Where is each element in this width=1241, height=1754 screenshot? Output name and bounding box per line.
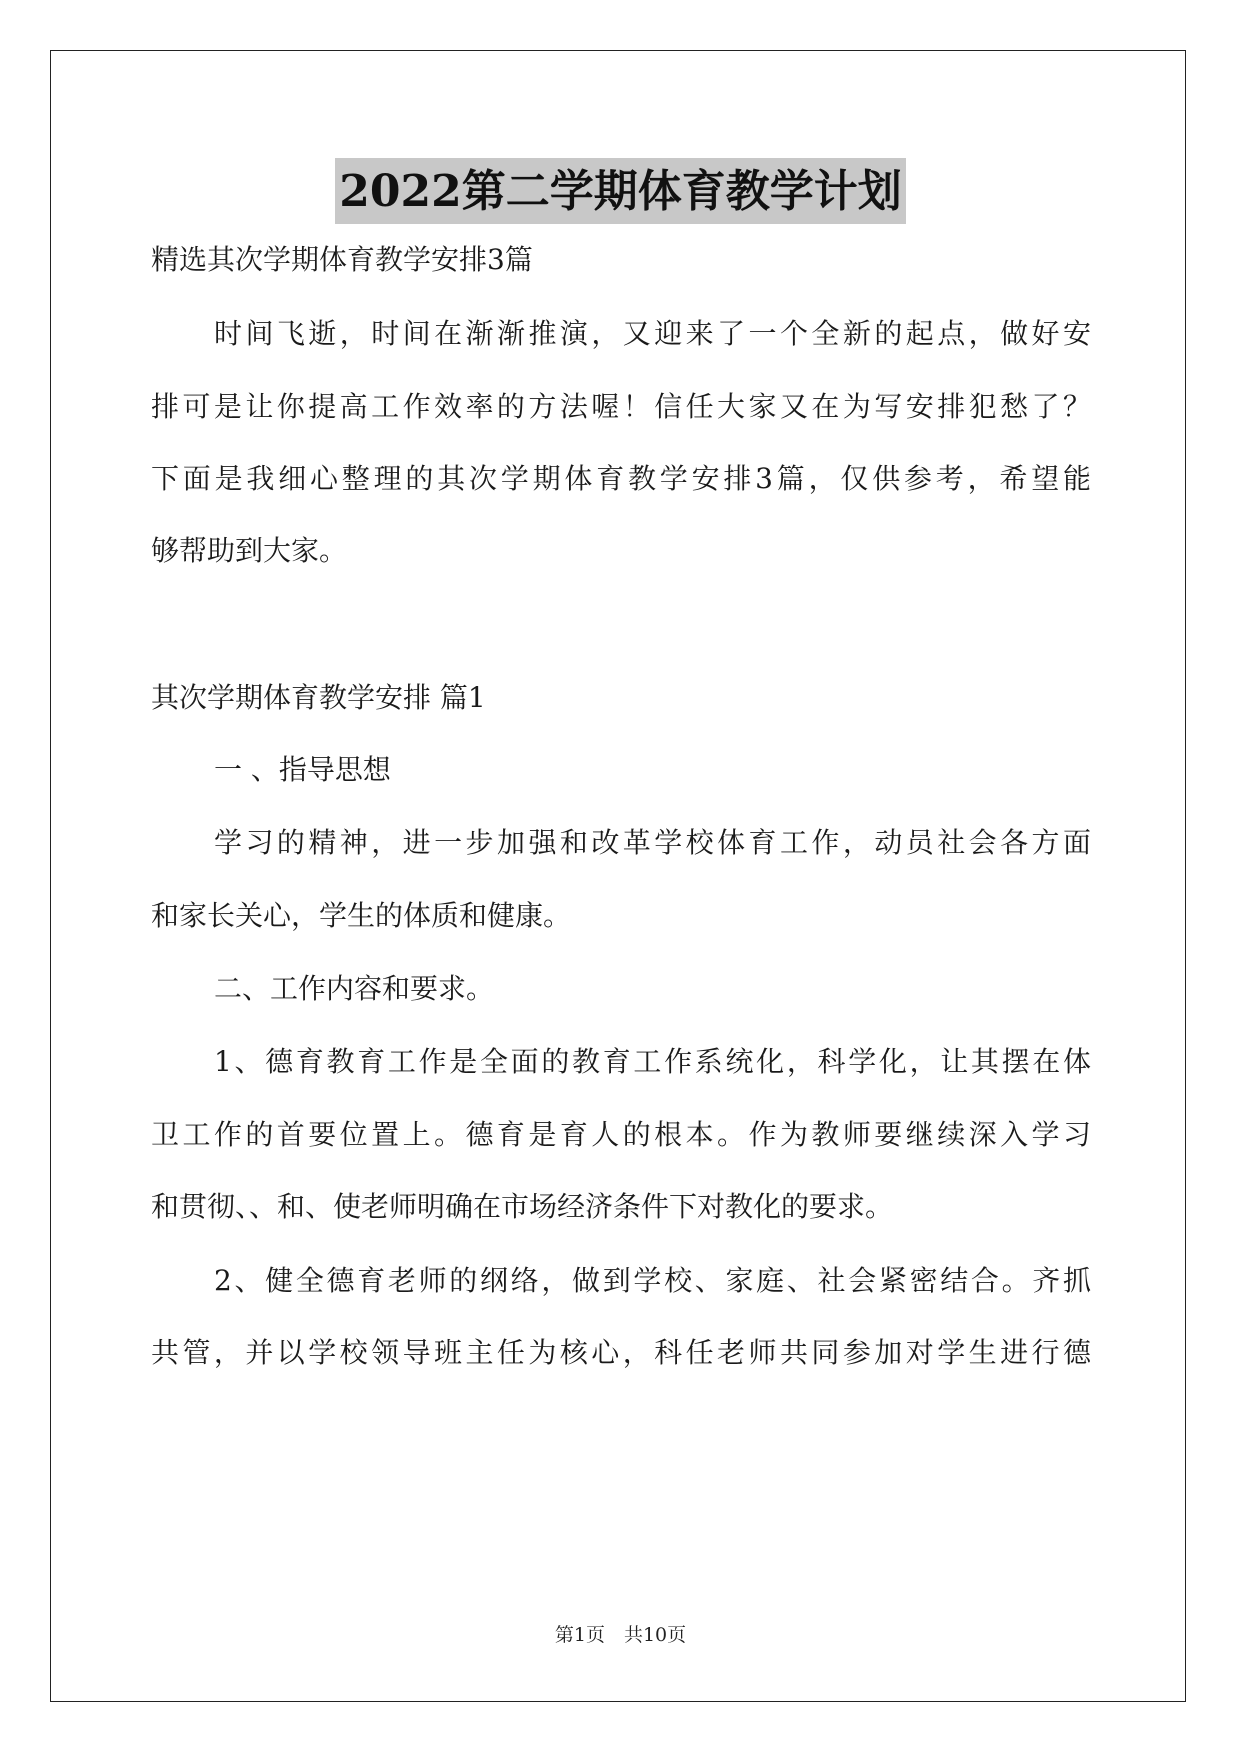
section-heading: 其次学期体育教学安排 篇1 — [151, 681, 486, 714]
page-footer: 第1页 共10页 — [554, 1624, 687, 1646]
paragraph-line: 和贯彻、、和、使老师明确在市场经济条件下对教化的要求。 — [151, 1190, 894, 1223]
intro-line-2: 排可是让你提高工作效率的方法喔！信任大家又在为写安排犯愁了？ — [151, 390, 1091, 423]
paragraph-line: 和家长关心，学生的体质和健康。 — [151, 899, 572, 932]
document-title: 2022第二学期体育教学计划 — [335, 158, 905, 224]
heading-work-content: 二、工作内容和要求。 — [214, 972, 495, 1005]
paragraph-line: 1、德育教育工作是全面的教育工作系统化，科学化，让其摆在体 — [214, 1045, 1091, 1078]
intro-line-4: 够帮助到大家。 — [151, 534, 348, 567]
document-subtitle: 精选其次学期体育教学安排3篇 — [151, 243, 533, 276]
heading-guiding-thought: 一 、指导思想 — [214, 753, 391, 786]
intro-line-3: 下面是我细心整理的其次学期体育教学安排3篇，仅供参考，希望能 — [151, 462, 1091, 495]
paragraph-line: 2、健全德育老师的纲络，做到学校、家庭、社会紧密结合。齐抓 — [214, 1264, 1091, 1297]
paragraph-line: 学习的精神，进一步加强和改革学校体育工作，动员社会各方面 — [214, 826, 1091, 859]
title-container — [0, 158, 1241, 224]
paragraph-line: 共管，并以学校领导班主任为核心，科任老师共同参加对学生进行德 — [151, 1336, 1091, 1369]
intro-line-1: 时间飞逝，时间在渐渐推演，又迎来了一个全新的起点，做好安 — [214, 317, 1091, 350]
page-border — [50, 50, 1186, 1702]
paragraph-line: 卫工作的首要位置上。德育是育人的根本。作为教师要继续深入学习 — [151, 1118, 1091, 1151]
